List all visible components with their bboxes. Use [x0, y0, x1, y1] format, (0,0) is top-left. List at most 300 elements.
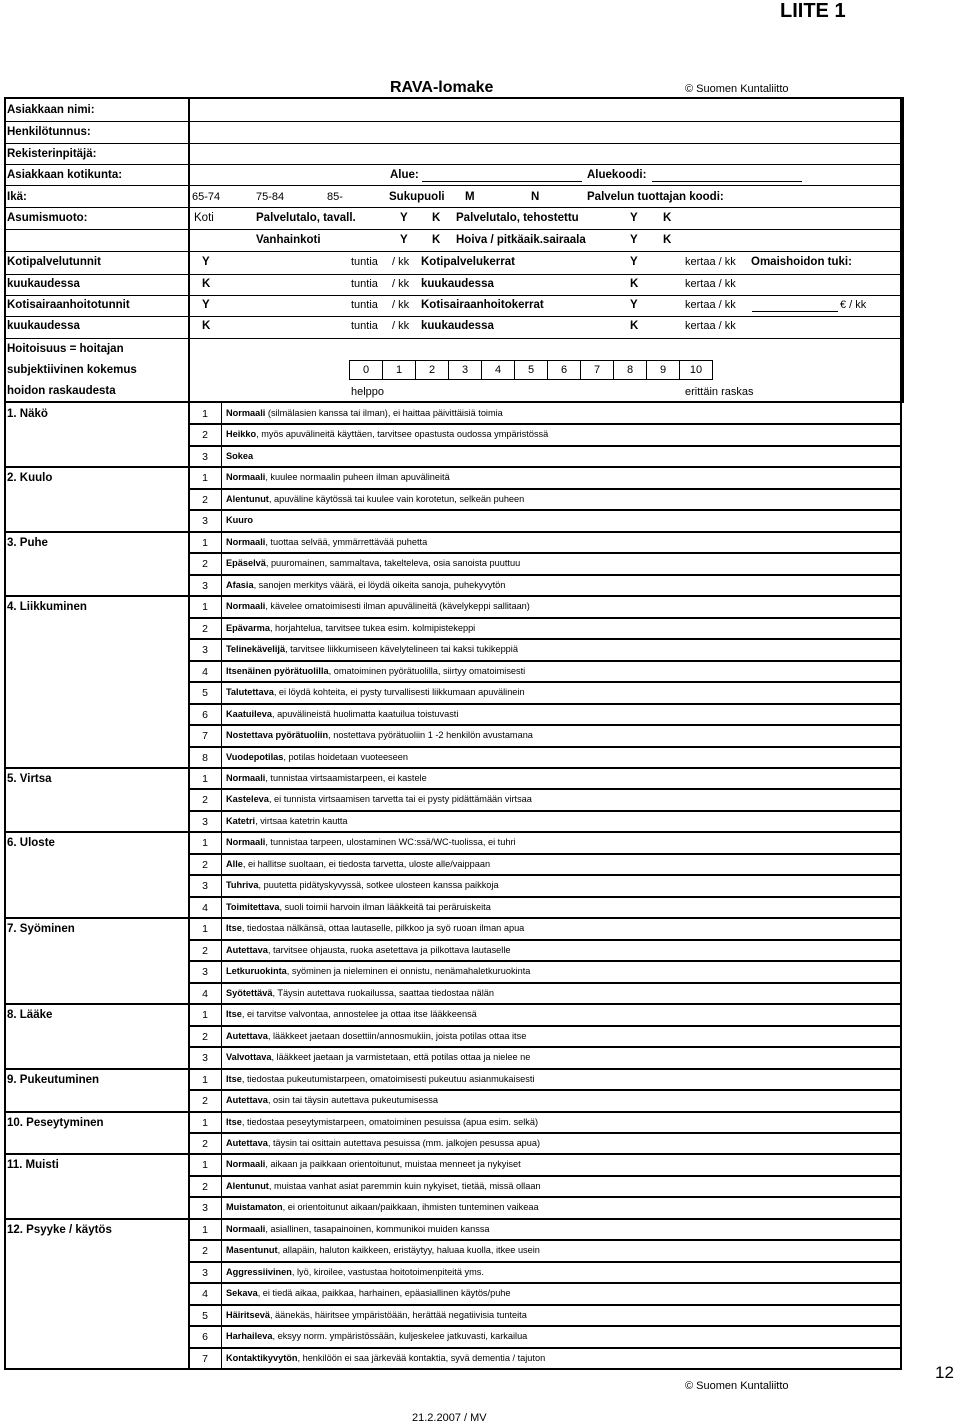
row-divider	[189, 874, 902, 876]
option-text	[226, 667, 525, 676]
option-description: , nostettava pyörätuoliin 1 -2 henkilön avustamana	[328, 730, 533, 741]
section-title: 7. Syöminen	[7, 923, 75, 936]
hh-per-month: / kk	[392, 256, 410, 268]
hn-yes: Y	[202, 299, 210, 311]
column-divider	[221, 403, 222, 1369]
option-text	[226, 753, 408, 762]
option-description: , virtsaa katetrin kautta	[255, 815, 348, 826]
option-number[interactable]: 7	[202, 730, 208, 743]
section-title: 4. Liikkuminen	[7, 601, 87, 614]
form-title: RAVA-lomake	[390, 79, 494, 96]
section-divider	[4, 466, 902, 468]
option-text	[226, 903, 491, 912]
option-keyword: Talutettava	[226, 687, 274, 698]
care-need-label-3: hoidon raskaudesta	[7, 385, 116, 397]
housing-longterm: Hoiva / pitkäaik.sairaala	[456, 234, 586, 246]
option-description: , tiedostaa nälkänsä, ottaa lautaselle, pilkkoo ja syö ruoan ilman apua	[241, 923, 525, 934]
option-text	[226, 581, 505, 590]
row-divider	[189, 1132, 902, 1134]
row-divider	[189, 724, 902, 726]
row-divider	[189, 638, 902, 640]
option-description: , puutetta pidätyskyvyssä, sotkee ulosteen kanssa paikkoja	[258, 880, 499, 891]
row-divider	[189, 445, 902, 447]
option-keyword: Kuuro	[226, 515, 254, 526]
option-text	[226, 989, 494, 998]
area-line	[422, 181, 582, 182]
service-yes: Y	[400, 212, 408, 224]
home-nursing-hours-label-2: kuukaudessa	[7, 320, 80, 332]
euro-line	[752, 311, 838, 312]
option-number[interactable]: 1	[202, 1116, 208, 1129]
option-number[interactable]: 2	[202, 558, 208, 571]
section-title: 10. Peseytyminen	[7, 1116, 104, 1129]
option-number[interactable]: 1	[202, 772, 208, 785]
scale-cell[interactable]: 9	[646, 360, 680, 380]
option-description: , ei löydä kohteita, ei pysty turvallisesti liikkumaan apuvälinein	[273, 687, 525, 698]
option-text	[226, 1139, 540, 1148]
option-number[interactable]: 2	[202, 1095, 208, 1108]
option-description: (silmälasien kanssa tai ilman), ei haittaa päivittäisiä toimia	[265, 408, 503, 418]
scale-cell[interactable]: 7	[580, 360, 614, 380]
option-number[interactable]: 2	[202, 944, 208, 957]
option-number[interactable]: 6	[202, 1331, 208, 1344]
section-divider	[4, 767, 902, 769]
option-number[interactable]: 1	[202, 923, 208, 936]
option-text	[226, 946, 510, 955]
option-number[interactable]: 2	[202, 429, 208, 442]
section-title: 6. Uloste	[7, 837, 55, 850]
option-text	[226, 602, 530, 611]
option-number[interactable]: 4	[202, 1288, 208, 1301]
option-keyword: Epäselvä	[226, 558, 266, 569]
option-description: , tuottaa selvää, ymmärrettävää puhetta	[265, 536, 428, 547]
row-divider	[189, 681, 902, 683]
option-description: , apuvälineistä huolimatta kaatuilua toistuvasti	[271, 708, 459, 719]
option-number[interactable]: 2	[202, 1180, 208, 1193]
row-divider	[189, 1175, 902, 1177]
hn-no: K	[202, 320, 211, 332]
row-divider	[189, 1089, 902, 1091]
option-description: , aikaan ja paikkaan orientoitunut, muistaa menneet ja nykyiset	[265, 1159, 521, 1170]
copyright-bottom: © Suomen Kuntaliitto	[685, 1380, 789, 1392]
option-keyword: Afasia	[226, 579, 254, 590]
option-keyword: Itse	[226, 1073, 242, 1084]
table-right-border	[900, 97, 902, 1369]
option-keyword: Autettava	[226, 1095, 268, 1106]
nv-times: kertaa / kk	[685, 299, 736, 311]
option-keyword: Normaali	[226, 1223, 266, 1234]
option-description: , ei tiedä aikaa, paikkaa, harhainen, epäasiallinen käytös/puhe	[257, 1288, 511, 1299]
option-text	[226, 1010, 477, 1019]
row-divider	[189, 1261, 902, 1263]
row-divider	[189, 1282, 902, 1284]
row-divider	[189, 1325, 902, 1327]
copyright-top: © Suomen Kuntaliitto	[685, 83, 789, 95]
gender-n: N	[531, 191, 540, 203]
option-text	[226, 1075, 534, 1084]
hv-times: kertaa / kk	[685, 256, 736, 268]
option-keyword: Itse	[226, 923, 242, 934]
option-text	[226, 838, 516, 847]
option-text	[226, 1053, 530, 1062]
nv-no: K	[630, 320, 639, 332]
option-description: , eksyy norm. ympäristössään, kuljeskelee jatkuvasti, karkailua	[272, 1331, 528, 1342]
option-number[interactable]: 2	[202, 858, 208, 871]
section-title: 3. Puhe	[7, 536, 48, 549]
row-divider	[189, 960, 902, 962]
option-text	[226, 1203, 539, 1212]
care-need-label-2: subjektiivinen kokemus	[7, 364, 137, 376]
option-description: , allapäin, haluton kaikkeen, eristäytyy, haluaa kuolla, itkee usein	[277, 1245, 540, 1256]
row-divider	[189, 488, 902, 490]
option-number[interactable]: 1	[202, 536, 208, 549]
option-keyword: Normaali	[226, 536, 266, 547]
hv-no: K	[630, 278, 639, 290]
option-description: , ei tarvitse valvontaa, annostelee ja ottaa itse lääkkeensä	[241, 1009, 477, 1020]
option-number[interactable]: 2	[202, 1030, 208, 1043]
section-title: 8. Lääke	[7, 1009, 53, 1022]
hv-times-2: kertaa / kk	[685, 278, 736, 290]
option-number[interactable]: 3	[202, 1266, 208, 1279]
option-keyword: Sokea	[226, 450, 254, 461]
option-description: , osin tai täysin autettava pukeutumisessa	[267, 1095, 438, 1106]
option-description: , muistaa vanhat asiat paremmin kuin nykyiset, tietää, missä ollaan	[268, 1180, 541, 1191]
option-text	[226, 1096, 438, 1105]
option-text	[226, 731, 533, 740]
option-number[interactable]: 2	[202, 1137, 208, 1150]
option-text	[226, 860, 490, 869]
area-code-label: Aluekoodi:	[587, 169, 647, 181]
section-divider	[4, 1068, 902, 1070]
area-code-line	[652, 181, 802, 182]
age-range-2: 75-84	[256, 191, 285, 203]
option-keyword: Vuodepotilas	[226, 751, 284, 762]
row-divider	[189, 1196, 902, 1198]
option-text	[226, 1268, 484, 1277]
option-keyword: Alentunut	[226, 493, 269, 504]
option-text	[226, 881, 499, 890]
divider	[4, 207, 902, 208]
divider	[4, 316, 902, 317]
client-name-label: Asiakkaan nimi:	[7, 104, 95, 116]
option-text	[226, 1182, 541, 1191]
option-keyword: Itsenäinen pyörätuolilla	[226, 665, 329, 676]
option-text	[226, 967, 530, 976]
divider	[4, 274, 902, 275]
option-number[interactable]: 5	[202, 1309, 208, 1322]
scale-cell[interactable]: 3	[448, 360, 482, 380]
section-title: 1. Näkö	[7, 408, 48, 420]
option-number[interactable]: 1	[202, 601, 208, 614]
home-nursing-visits-label-2: kuukaudessa	[421, 320, 494, 332]
option-number[interactable]: 6	[202, 708, 208, 721]
option-keyword: Normaali	[226, 837, 266, 848]
housing-service: Palvelutalo, tavall.	[256, 212, 356, 224]
section-title: 11. Muisti	[7, 1159, 59, 1172]
page-number: 12	[935, 1363, 954, 1382]
option-number[interactable]: 1	[202, 472, 208, 485]
option-description: , täysin tai osittain autettava pesuissa (mm. jalkojen pesussa apua)	[267, 1137, 541, 1148]
row-divider	[189, 423, 902, 425]
scale-cell[interactable]: 8	[613, 360, 647, 380]
option-description: , lääkkeet jaetaan dosettiin/annosmukiin, joista potilas ottaa itse	[267, 1030, 527, 1041]
home-help-visits-label-2: kuukaudessa	[421, 278, 494, 290]
option-number[interactable]: 4	[202, 901, 208, 914]
option-number[interactable]: 8	[202, 751, 208, 764]
option-keyword: Alentunut	[226, 1180, 269, 1191]
option-text	[226, 538, 427, 547]
option-number[interactable]: 1	[202, 1159, 208, 1172]
divider	[4, 338, 902, 339]
row-divider	[189, 703, 902, 705]
option-text	[226, 1332, 527, 1341]
option-keyword: Autettava	[226, 1137, 268, 1148]
option-keyword: Normaali	[226, 1159, 266, 1170]
area-label: Alue:	[390, 169, 419, 181]
option-number[interactable]: 5	[202, 687, 208, 700]
personal-id-label: Henkilötunnus:	[7, 126, 91, 138]
option-text	[226, 409, 503, 418]
option-number[interactable]: 1	[202, 1009, 208, 1022]
option-number[interactable]: 3	[202, 450, 208, 463]
option-description: , ei orientoitunut aikaan/paikkaan, ihmisten tunteminen vaikeaa	[282, 1202, 539, 1213]
section-title: 2. Kuulo	[7, 472, 53, 485]
option-description: , sanojen merkitys väärä, ei löydä oikeita sanoja, puhekyvytön	[253, 579, 506, 590]
option-number[interactable]: 1	[202, 837, 208, 850]
option-description: , tunnistaa tarpeen, ulostaminen WC:ssä/WC-tuolissa, ei tuhri	[265, 837, 516, 848]
option-keyword: Telinekävelijä	[226, 644, 286, 655]
option-description: , tiedostaa peseytymistarpeen, omatoiminen pesuissa (apua esim. selkä)	[241, 1116, 539, 1127]
row-divider	[189, 552, 902, 554]
option-keyword: Muistamaton	[226, 1202, 283, 1213]
option-text	[226, 688, 525, 697]
option-description: , lääkkeet jaetaan ja varmistetaan, että potilas ottaa ja nielee ne	[271, 1052, 531, 1063]
option-number[interactable]: 7	[202, 1352, 208, 1365]
row-divider	[189, 788, 902, 790]
option-keyword: Kontaktikyvytön	[226, 1352, 298, 1363]
option-description: , henkilöön ei saa järkevää kontaktia, syvä dementia / tajuton	[297, 1352, 546, 1363]
option-text	[226, 1032, 526, 1041]
home-help-hours-label: Kotipalvelutunnit	[7, 256, 101, 268]
column-divider	[188, 403, 190, 1369]
divider	[4, 295, 902, 296]
hh-yes: Y	[202, 256, 210, 268]
row-divider	[189, 617, 902, 619]
option-description: , tarvitsee ohjausta, ruoka asetettava ja pilkottava lautaselle	[267, 944, 511, 955]
option-number[interactable]: 4	[202, 987, 208, 1000]
option-keyword: Harhaileva	[226, 1331, 273, 1342]
option-description: , lyö, kiroilee, vastustaa hoitotoimenpiteitä yms.	[291, 1266, 484, 1277]
section-divider	[4, 1368, 902, 1370]
option-keyword: Häiritsevä	[226, 1309, 270, 1320]
option-number[interactable]: 3	[202, 644, 208, 657]
option-keyword: Heikko	[226, 429, 257, 440]
option-description: , puuromainen, sammaltava, takelteleva, osia sanoista puuttuu	[265, 558, 521, 569]
option-number[interactable]: 1	[202, 1223, 208, 1236]
retirement-yes: Y	[400, 234, 408, 246]
row-divider	[189, 982, 902, 984]
divider	[4, 229, 902, 230]
option-number[interactable]: 3	[202, 1052, 208, 1065]
option-number[interactable]: 3	[202, 1202, 208, 1215]
longterm-yes: Y	[630, 234, 638, 246]
footer-date: 21.2.2007 / MV	[412, 1412, 487, 1424]
hv-yes: Y	[630, 256, 638, 268]
row-divider	[189, 746, 902, 748]
option-description: , apuväline käytössä tai kuulee vain korotetun, selkeän puheen	[268, 493, 525, 504]
age-range-1: 65-74	[192, 191, 221, 203]
option-text	[226, 473, 450, 482]
retirement-no: K	[432, 234, 441, 246]
home-nursing-visits-label: Kotisairaanhoitokerrat	[421, 299, 544, 311]
divider	[4, 185, 902, 186]
option-keyword: Toimitettava	[226, 901, 280, 912]
care-need-label-1: Hoitoisuus = hoitajan	[7, 343, 124, 355]
option-keyword: Itse	[226, 1009, 242, 1020]
option-keyword: Kasteleva	[226, 794, 269, 805]
option-text	[226, 1289, 511, 1298]
scale-cell[interactable]: 6	[547, 360, 581, 380]
hh-no: K	[202, 278, 211, 290]
option-text	[226, 774, 427, 783]
attachment-label: LIITE 1	[780, 0, 846, 22]
euro-per-month: € / kk	[840, 299, 867, 311]
divider	[4, 121, 902, 122]
option-text	[226, 1354, 545, 1363]
option-keyword: Letkuruokinta	[226, 966, 287, 977]
option-description: , kävelee omatoimisesti ilman apuvälineitä (kävelykeppi sallitaan)	[265, 601, 530, 612]
row-divider	[189, 896, 902, 898]
age-range-3: 85-	[327, 191, 343, 203]
option-description: , ei tunnista virtsaamisen tarvetta tai ei pysty pidättämään virtsaa	[268, 794, 532, 805]
option-text	[226, 1311, 527, 1320]
option-number[interactable]: 2	[202, 493, 208, 506]
option-number[interactable]: 3	[202, 966, 208, 979]
option-number[interactable]: 2	[202, 1245, 208, 1258]
option-number[interactable]: 1	[202, 408, 208, 420]
option-text	[226, 1160, 521, 1169]
scale-cell[interactable]: 10	[679, 360, 713, 380]
option-number[interactable]: 3	[202, 815, 208, 828]
row-divider	[189, 853, 902, 855]
nv-yes: Y	[630, 299, 638, 311]
option-number[interactable]: 2	[202, 794, 208, 807]
option-number[interactable]: 4	[202, 665, 208, 678]
row-divider	[189, 660, 902, 662]
nv-times-2: kertaa / kk	[685, 320, 736, 332]
informal-care-label: Omaishoidon tuki:	[751, 256, 852, 268]
scale-cell[interactable]: 2	[415, 360, 449, 380]
option-keyword: Alle	[226, 858, 243, 869]
option-description: , ei hallitse suoltaan, ei tiedosta tarvetta, uloste alle/vaippaan	[242, 858, 491, 869]
option-keyword: Normaali	[226, 472, 266, 483]
housing-label: Asumismuoto:	[7, 212, 88, 224]
option-text	[226, 516, 253, 525]
section-divider	[4, 595, 902, 597]
scale-cell[interactable]: 0	[349, 360, 383, 380]
option-text	[226, 430, 548, 439]
option-number[interactable]: 2	[202, 622, 208, 635]
option-number[interactable]: 3	[202, 880, 208, 893]
hn-hours: tuntia	[351, 299, 378, 311]
option-text	[226, 495, 524, 504]
option-keyword: Normaali	[226, 601, 266, 612]
intensive-no: K	[663, 212, 672, 224]
table-left-border	[4, 403, 6, 1369]
row-divider	[189, 574, 902, 576]
section-title: 9. Pukeutuminen	[7, 1073, 100, 1086]
option-number[interactable]: 1	[202, 1073, 208, 1086]
option-text	[226, 817, 348, 826]
option-keyword: Autettava	[226, 944, 268, 955]
option-description: , syöminen ja nieleminen ei onnistu, nenämahaletkuruokinta	[286, 966, 531, 977]
option-text	[226, 452, 253, 461]
intensive-yes: Y	[630, 212, 638, 224]
scale-low-label: helppo	[351, 386, 385, 398]
section-divider	[4, 1003, 902, 1005]
option-description: , äänekäs, häiritsee ympäristöään, herättää negatiivisia tunteita	[269, 1309, 527, 1320]
hn-per-month: / kk	[392, 299, 410, 311]
gender-label: Sukupuoli	[389, 191, 445, 203]
option-number[interactable]: 3	[202, 579, 208, 592]
scale-cell[interactable]: 5	[514, 360, 548, 380]
home-help-visits-label: Kotipalvelukerrat	[421, 256, 515, 268]
option-text	[226, 559, 520, 568]
housing-home: Koti	[194, 212, 214, 224]
section-divider	[4, 917, 902, 919]
divider	[4, 143, 902, 144]
hn-hours-2: tuntia	[351, 320, 378, 332]
row-divider	[189, 509, 902, 511]
scale-cell[interactable]: 1	[382, 360, 416, 380]
option-text	[226, 924, 524, 933]
option-text	[226, 795, 532, 804]
option-keyword: Valvottava	[226, 1052, 272, 1063]
option-description: , omatoiminen pyörätuolilla, siirtyy omatoimisesti	[328, 665, 526, 676]
producer-code-label: Palvelun tuottajan koodi:	[587, 191, 724, 203]
section-divider	[4, 1153, 902, 1155]
option-keyword: Katetri	[226, 815, 256, 826]
section-divider	[4, 1111, 902, 1113]
option-number[interactable]: 3	[202, 515, 208, 528]
option-text	[226, 645, 518, 654]
scale-high-label: erittäin raskas	[685, 386, 754, 398]
option-description: , tarvitsee liikkumiseen kävelytelineen tai kaksi tukikeppiä	[285, 644, 518, 655]
row-divider	[189, 1025, 902, 1027]
option-keyword: Sekava	[226, 1288, 258, 1299]
section-divider	[4, 1218, 902, 1220]
section-divider	[4, 831, 902, 833]
row-divider	[189, 939, 902, 941]
option-keyword: Autettava	[226, 1030, 268, 1041]
option-text	[226, 710, 458, 719]
municipality-label: Asiakkaan kotikunta:	[7, 169, 123, 181]
hn-per-month-2: / kk	[392, 320, 410, 332]
scale-cell[interactable]: 4	[481, 360, 515, 380]
option-description: , kuulee normaalin puheen ilman apuvälineitä	[265, 472, 450, 483]
option-keyword: Normaali	[226, 408, 266, 418]
row-divider	[189, 1304, 902, 1306]
housing-retirement: Vanhainkoti	[256, 234, 321, 246]
section-title: 5. Virtsa	[7, 772, 52, 785]
option-description: , tunnistaa virtsaamistarpeen, ei kastele	[265, 772, 427, 783]
option-keyword: Syötettävä	[226, 987, 273, 998]
option-keyword: Aggressiivinen	[226, 1266, 292, 1277]
option-description: , tiedostaa pukeutumistarpeen, omatoimisesti pukeutuu asianmukaisesti	[241, 1073, 535, 1084]
row-divider	[189, 810, 902, 812]
option-keyword: Tuhriva	[226, 880, 259, 891]
divider	[4, 164, 902, 165]
